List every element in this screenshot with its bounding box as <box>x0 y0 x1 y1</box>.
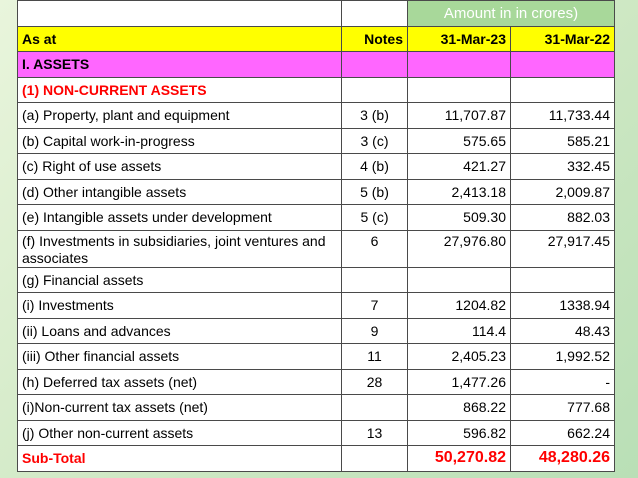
row-value-2023: 1,477.26 <box>408 369 511 395</box>
row-value-2022: 48.43 <box>511 318 615 344</box>
table-row <box>18 154 615 180</box>
balance-sheet-table <box>17 0 615 472</box>
row-value-2022: 11,733.44 <box>511 103 615 129</box>
header-as-at: As at <box>18 26 342 52</box>
header-col-2023: 31-Mar-23 <box>408 26 511 52</box>
row-notes: 11 <box>342 344 408 370</box>
table-row <box>18 267 615 293</box>
row-value-2022: 882.03 <box>511 205 615 231</box>
row-label: (c) Right of use assets <box>18 154 342 180</box>
row-notes: 9 <box>342 318 408 344</box>
row-label: (j) Other non-current assets <box>18 420 342 446</box>
subsection-blank <box>408 77 511 103</box>
subtotal-value-2023: 50,270.82 <box>408 446 511 472</box>
row-value-2023: 2,413.18 <box>408 179 511 205</box>
row-value-2023: 596.82 <box>408 420 511 446</box>
row-value-2022 <box>511 267 615 293</box>
row-value-2022: 1,992.52 <box>511 344 615 370</box>
row-label: (i) Investments <box>18 293 342 319</box>
row-label: (g) Financial assets <box>18 267 342 293</box>
row-notes: 3 (b) <box>342 103 408 129</box>
row-notes: 3 (c) <box>342 128 408 154</box>
header-col-2022: 31-Mar-22 <box>511 26 615 52</box>
row-value-2022: 1338.94 <box>511 293 615 319</box>
row-value-2023: 421.27 <box>408 154 511 180</box>
subsection-blank <box>511 77 615 103</box>
row-value-2022: 2,009.87 <box>511 179 615 205</box>
row-label: (a) Property, plant and equipment <box>18 103 342 129</box>
title-blank-cell <box>342 1 408 27</box>
table-row <box>18 230 615 267</box>
subtotal-row <box>18 446 615 472</box>
row-label: (f) Investments in subsidiaries, joint ventures and associates <box>18 230 342 267</box>
row-notes <box>342 395 408 421</box>
title-row <box>18 1 615 27</box>
subtotal-label: Sub-Total <box>18 446 342 472</box>
row-value-2023: 11,707.87 <box>408 103 511 129</box>
row-notes: 7 <box>342 293 408 319</box>
amount-note: Amount in in crores) <box>408 1 615 27</box>
title-blank-cell <box>18 1 342 27</box>
section-blank <box>408 52 511 78</box>
section-blank <box>342 52 408 78</box>
row-notes: 5 (c) <box>342 205 408 231</box>
row-notes: 5 (b) <box>342 179 408 205</box>
subtotal-value-2022: 48,280.26 <box>511 446 615 472</box>
section-title: I. ASSETS <box>18 52 342 78</box>
row-label: (d) Other intangible assets <box>18 179 342 205</box>
section-blank <box>511 52 615 78</box>
row-value-2022: 777.68 <box>511 395 615 421</box>
row-notes: 28 <box>342 369 408 395</box>
row-label: (h) Deferred tax assets (net) <box>18 369 342 395</box>
subtotal-notes <box>342 446 408 472</box>
row-label: (e) Intangible assets under development <box>18 205 342 231</box>
row-label: (ii) Loans and advances <box>18 318 342 344</box>
table-row <box>18 128 615 154</box>
subsection-row <box>18 77 615 103</box>
table-row <box>18 420 615 446</box>
row-value-2022: 332.45 <box>511 154 615 180</box>
row-value-2023: 27,976.80 <box>408 230 511 267</box>
table-row <box>18 205 615 231</box>
header-notes: Notes <box>342 26 408 52</box>
row-value-2023: 114.4 <box>408 318 511 344</box>
row-label: (b) Capital work-in-progress <box>18 128 342 154</box>
subsection-title: (1) NON-CURRENT ASSETS <box>18 77 342 103</box>
row-value-2023: 575.65 <box>408 128 511 154</box>
table-row <box>18 344 615 370</box>
table-row <box>18 395 615 421</box>
table-row <box>18 179 615 205</box>
table-row <box>18 103 615 129</box>
row-value-2023: 2,405.23 <box>408 344 511 370</box>
subsection-blank <box>342 77 408 103</box>
row-notes: 4 (b) <box>342 154 408 180</box>
section-row <box>18 52 615 78</box>
row-label: (iii) Other financial assets <box>18 344 342 370</box>
table-row <box>18 369 615 395</box>
row-value-2023: 868.22 <box>408 395 511 421</box>
row-value-2023: 509.30 <box>408 205 511 231</box>
row-value-2022: 662.24 <box>511 420 615 446</box>
row-notes: 6 <box>342 230 408 267</box>
row-value-2023: 1204.82 <box>408 293 511 319</box>
row-value-2023 <box>408 267 511 293</box>
header-row <box>18 26 615 52</box>
table-row <box>18 293 615 319</box>
row-value-2022: - <box>511 369 615 395</box>
row-notes: 13 <box>342 420 408 446</box>
row-label: (i)Non-current tax assets (net) <box>18 395 342 421</box>
row-value-2022: 585.21 <box>511 128 615 154</box>
row-value-2022: 27,917.45 <box>511 230 615 267</box>
table-row <box>18 318 615 344</box>
row-notes <box>342 267 408 293</box>
